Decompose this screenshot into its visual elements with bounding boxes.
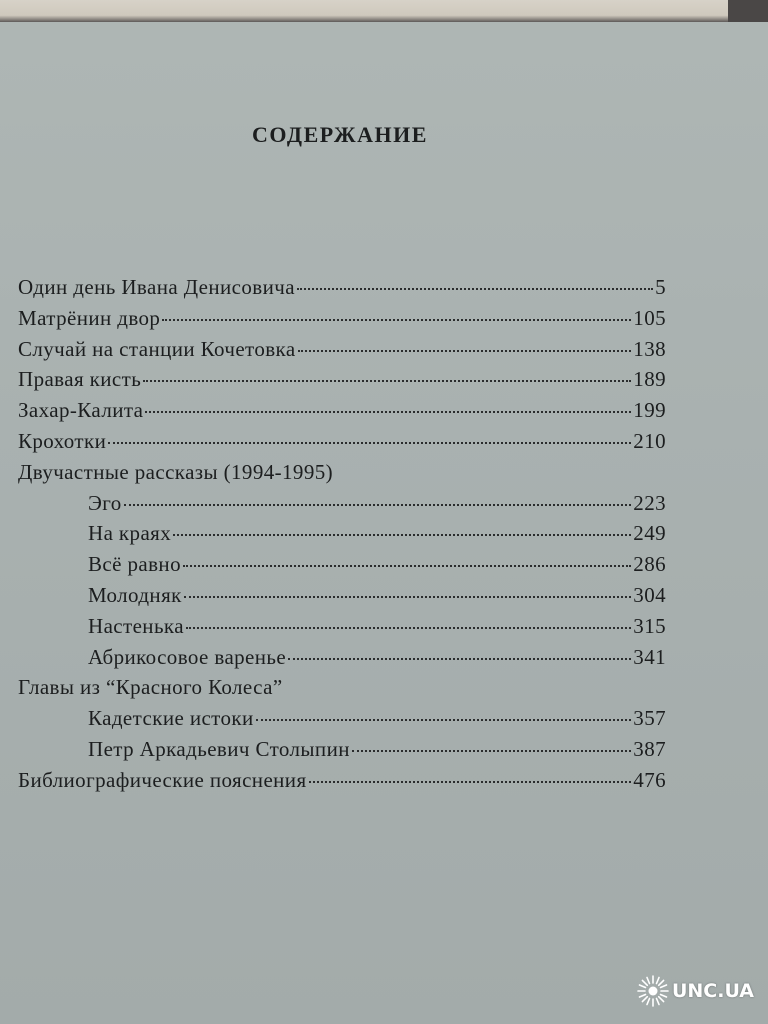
book-top-edge [0,0,768,22]
toc-entry-page: 286 [633,552,666,577]
dot-leader [352,749,631,752]
toc-entry-title: Двучастные рассказы (1994-1995) [18,459,334,484]
toc-entry [18,703,666,734]
toc-entry [18,549,666,580]
toc-entry-page: 304 [633,582,666,607]
dot-leader [309,780,632,783]
toc-entry-page: 138 [633,336,666,361]
toc-entry-title: Случай на станции Кочетовка [18,336,296,361]
toc-entry-title: Кадетские истоки [88,706,254,731]
toc-entry-page: 341 [633,644,666,669]
dot-leader [184,595,632,598]
dot-leader [186,626,631,629]
toc-entry [18,765,666,796]
toc-entry [18,426,666,457]
watermark-text: UNC.UA [671,980,754,1002]
watermark [636,974,754,1008]
toc-entry-page: 199 [633,398,666,423]
toc-entry [18,642,666,673]
toc-entry-title: Крохотки [18,428,107,453]
toc-entry-title: На краях [88,521,172,546]
toc-entry-title: Один день Ивана Денисовича [18,275,295,299]
dot-leader [256,718,632,721]
toc-entry-page: 315 [633,613,666,638]
dot-leader [124,503,632,506]
toc-entry-page: 210 [633,428,666,453]
toc-entry [18,734,666,765]
dot-leader [297,287,653,290]
dot-leader [298,349,632,352]
toc-entry-page: 189 [633,367,666,392]
toc-entry-title: Матрёнин двор [18,305,161,330]
toc-entry-page: 387 [633,736,666,761]
table-of-contents [18,272,666,796]
toc-entry [18,672,666,703]
toc-entry [18,303,666,334]
toc-entry-title: Настенька [88,613,184,638]
toc-entry-title: Молодняк [88,582,182,607]
toc-entry-page: 223 [633,490,666,515]
toc-entry-page: 5 [655,275,666,299]
page-title: СОДЕРЖАНИЕ [252,122,428,147]
toc-entry-title: Правая кисть [18,367,142,392]
toc-entry-page: 357 [633,706,666,731]
toc-entry-title: Захар-Калита [18,398,144,423]
toc-entry [18,364,666,395]
toc-entry [18,488,666,519]
dot-leader [288,657,631,660]
dot-leader [145,410,631,413]
toc-entry [18,457,666,488]
toc-entry [18,272,666,303]
toc-entry-title: Всё равно [88,552,181,577]
toc-entry-title: Петр Аркадьевич Столыпин [88,736,350,761]
sunburst-logo-icon [636,974,670,1008]
toc-entry-title: Главы из “Красного Колеса” [18,675,283,700]
toc-entry-page: 105 [633,305,666,330]
toc-entry [18,611,666,642]
toc-entry-page: 249 [633,521,666,546]
toc-entry-page: 476 [633,767,666,792]
dot-leader [108,441,631,444]
toc-entry [18,580,666,611]
toc-entry-title: Библиографические пояснения [18,767,307,792]
toc-entry [18,395,666,426]
dot-leader [183,564,631,567]
toc-entry-title: Эго [88,490,122,515]
dot-leader [143,379,631,382]
toc-entry [18,518,666,549]
toc-entry [18,334,666,365]
dot-leader [173,533,631,536]
dot-leader [162,318,631,321]
toc-entry-title: Абрикосовое варенье [88,644,287,669]
